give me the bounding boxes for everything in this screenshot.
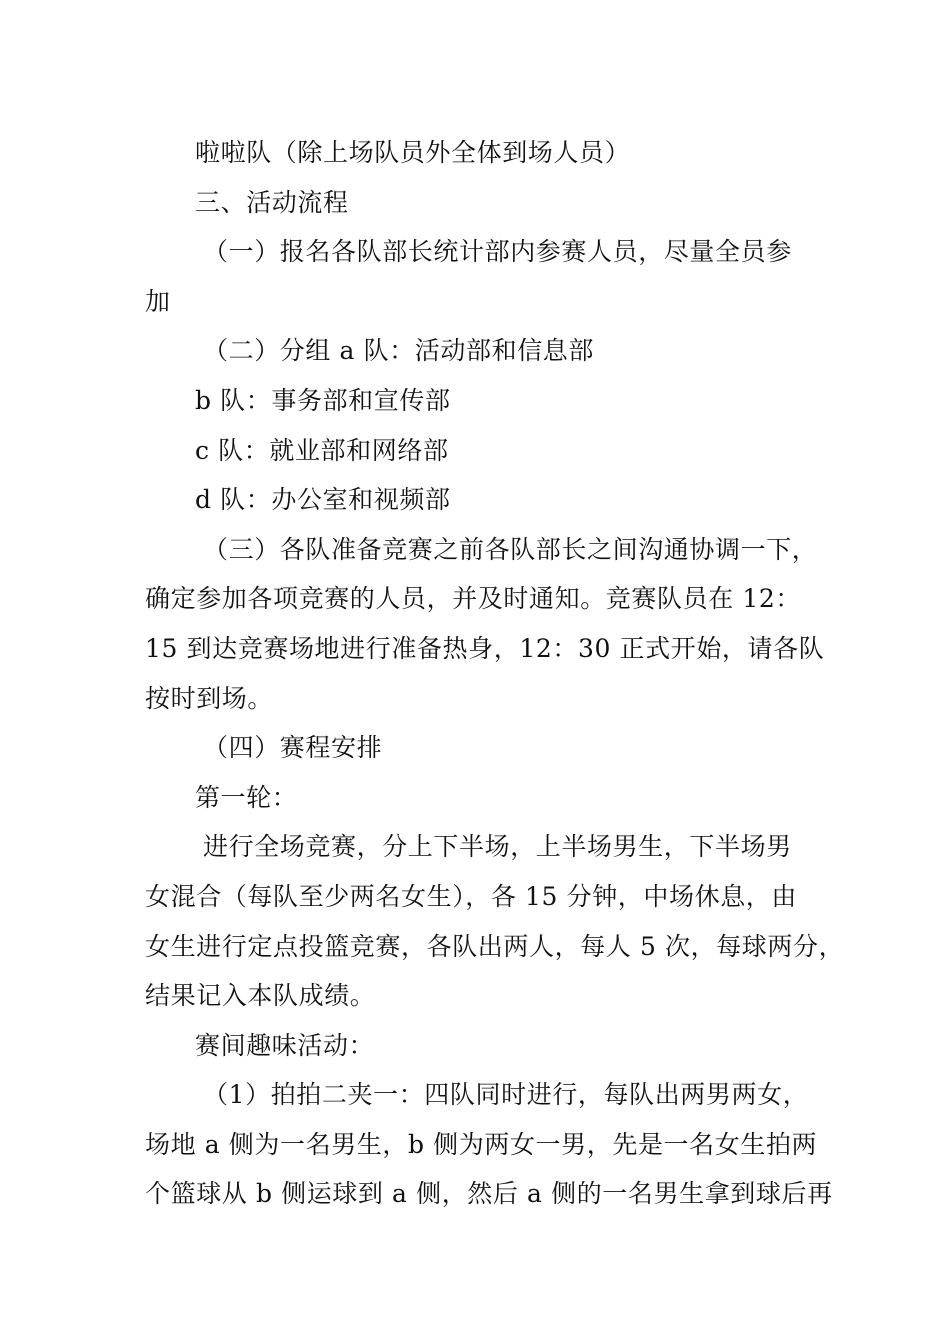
- text-line: （二）分组 a 队：活动部和信息部: [203, 336, 594, 366]
- text-line: 加: [145, 286, 171, 316]
- section-heading: 三、活动流程: [195, 187, 349, 217]
- text-line: b 队：事务部和宣传部: [195, 385, 451, 415]
- text-line: 按时到场。: [145, 683, 274, 713]
- text-line: 确定参加各项竞赛的人员，并及时通知。竞赛队员在 12：: [145, 584, 801, 614]
- text-line: （一）报名各队部长统计部内参赛人员，尽量全员参: [203, 237, 792, 267]
- text-line: 啦啦队（除上场队员外全体到场人员）: [195, 138, 631, 167]
- text-line: d 队：办公室和视频部: [195, 485, 451, 515]
- text-line: 女生进行定点投篮竞赛，各队出两人，每人 5 次，每球两分，: [145, 931, 845, 961]
- section-heading: （四）赛程安排: [203, 733, 383, 763]
- text-line: （三）各队准备竞赛之前各队部长之间沟通协调一下，: [203, 534, 818, 564]
- text-line: 场地 a 侧为一名男生，b 侧为两女一男，先是一名女生拍两: [145, 1129, 818, 1159]
- document-body: [145, 128, 845, 1219]
- text-line: 15 到达竞赛场地进行准备热身，12：30 正式开始，请各队: [145, 633, 825, 663]
- text-line: 女混合（每队至少两名女生），各 15 分钟，中场休息，由: [145, 881, 798, 911]
- text-line: 第一轮：: [195, 782, 298, 812]
- text-line: 进行全场竞赛，分上下半场，上半场男生，下半场男: [203, 832, 792, 862]
- text-line: （1）拍拍二夹一：四队同时进行，每队出两男两女，: [203, 1080, 809, 1110]
- text-line: 个篮球从 b 侧运球到 a 侧，然后 a 侧的一名男生拿到球后再: [145, 1179, 833, 1209]
- text-line: 赛间趣味活动：: [195, 1030, 375, 1060]
- text-line: c 队：就业部和网络部: [195, 435, 449, 465]
- text-line: 结果记入本队成绩。: [145, 981, 376, 1011]
